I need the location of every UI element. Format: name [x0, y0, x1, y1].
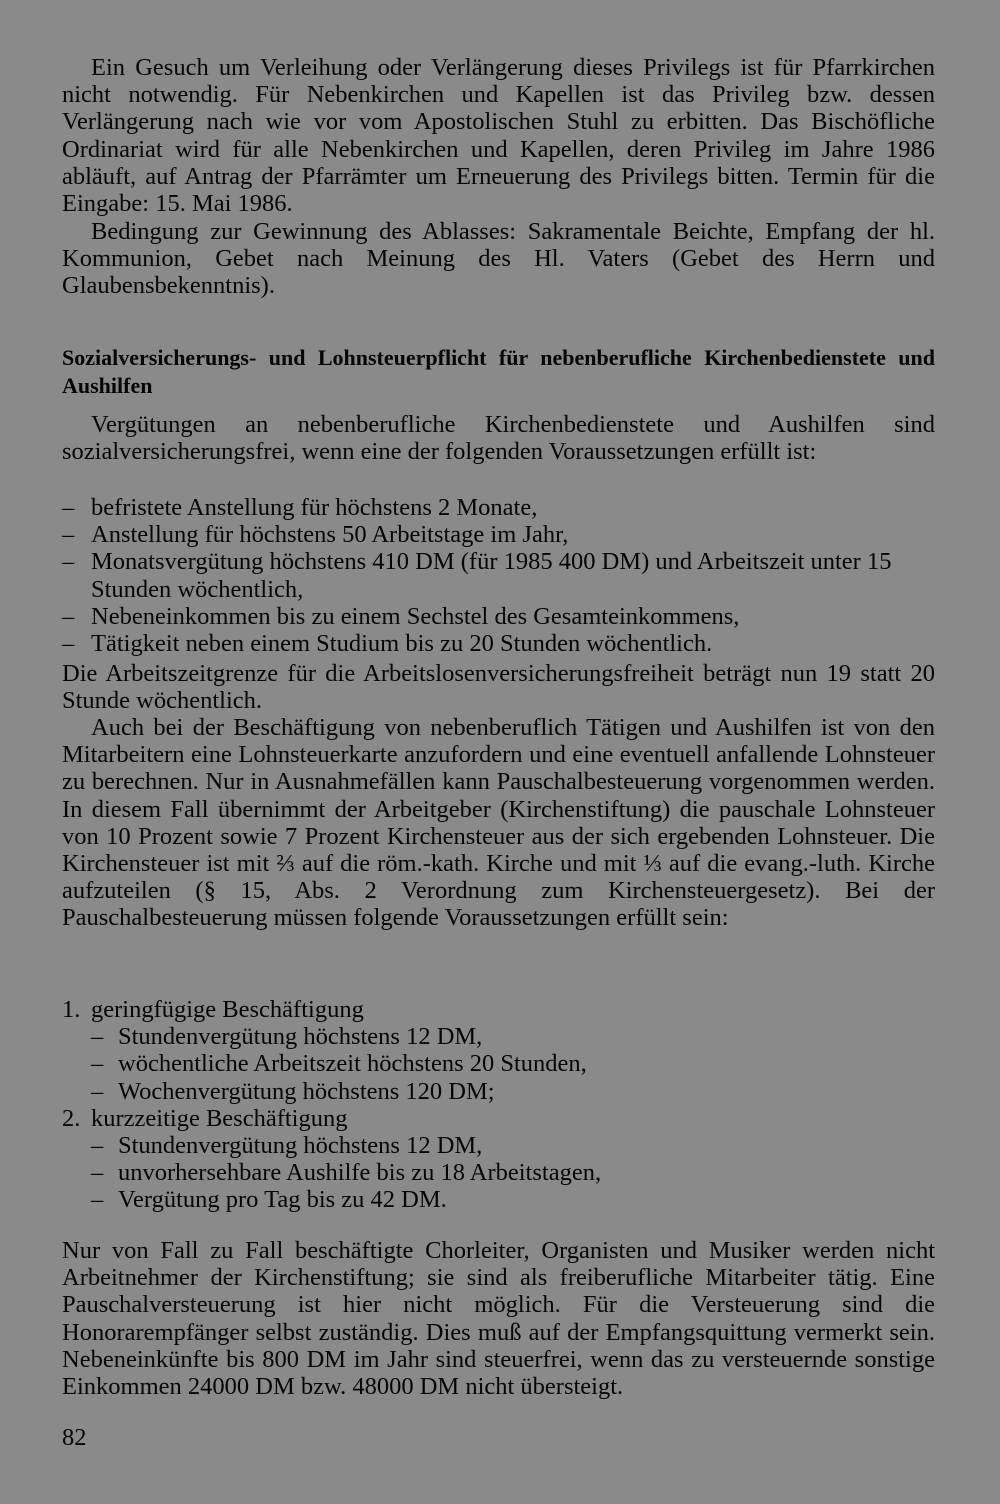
section-paragraph-wage-tax: Auch bei der Beschäftigung von nebenberuflich Tätigen und Aushilfen ist von den Mitarbeitern eine Lohnsteuerkarte anzufordern und eine eventuell anfallende Lohnsteuer zu berechnen. Nur in Ausnahmefällen kann Pauschalbesteuerung vorgenommen werden. In diesem Fall übernimmt der Arbeitgeber (Kirchenstiftung) die pauschale Lohnsteuer von 10 Prozent sowie 7 Prozent Kirchensteuer aus der sich ergebenden Lohnsteuer. Die Kirchensteuer ist mit ⅔ auf die röm.-kath. Kirche und mit ⅓ auf die evang.-luth. Kirche aufzuteilen (§ 15, Abs. 2 Verordnung zum Kirchensteuergesetz). Bei der Pauschalbesteuerung müssen folgende Voraussetzungen erfüllt sein: — [62, 714, 935, 932]
dash-marker: – — [91, 1023, 104, 1051]
sub-list — [91, 1023, 935, 1105]
list-item: – Tätigkeit neben einem Studium bis zu 20 Stunden wöchentlich. — [62, 630, 713, 658]
list-item: – unvorhersehbare Aushilfe bis zu 18 Arbeitstagen, — [91, 1159, 602, 1187]
list-item: – wöchentliche Arbeitszeit höchstens 20 Stunden, — [91, 1050, 587, 1078]
sub-list — [91, 1132, 935, 1214]
conditions-list — [62, 494, 935, 657]
dash-marker: – — [91, 1159, 104, 1187]
dash-marker: – — [62, 630, 75, 658]
list-item: – Monatsvergütung höchstens 410 DM (für 1985 400 DM) und Arbeitszeit unter 15 Stunden wöchentlich, — [62, 548, 892, 603]
enum-item-minor-employment — [62, 996, 935, 1105]
dash-marker: – — [62, 602, 75, 630]
dash-marker: – — [62, 521, 75, 549]
list-item: – Stundenvergütung höchstens 12 DM, — [91, 1023, 483, 1051]
dash-marker: – — [62, 548, 75, 576]
dash-marker: – — [91, 1186, 104, 1214]
enum-title: kurzzeitige Beschäftigung — [91, 1104, 348, 1132]
intro-paragraph-privilege: Ein Gesuch um Verleihung oder Verlängerung dieses Privilegs ist für Pfarrkirchen nicht notwendig. Für Nebenkirchen und Kapellen ist das Privileg bzw. dessen Verlängerung nach wie vor vom Apostolischen Stuhl zu erbitten. Das Bischöfliche Ordinariat wird für alle Nebenkirchen und Kapellen, deren Privileg im Jahre 1986 abläuft, auf Antrag der Pfarrämter um Erneuerung des Privilegs bitten. Termin für die Eingabe: 15. Mai 1986. — [62, 54, 935, 218]
list-item: – Nebeneinkommen bis zu einem Sechstel des Gesamteinkommens, — [62, 602, 740, 630]
section-paragraph-unemployment: Die Arbeitszeitgrenze für die Arbeitslosenversicherungsfreiheit beträgt nun 19 statt 20 Stunde wöchentlich. — [62, 660, 935, 715]
section-heading: Sozialversicherungs- und Lohnsteuerpflicht für nebenberufliche Kirchenbedienstete und Aushilfen — [62, 345, 935, 398]
enum-number: 2. — [62, 1104, 81, 1132]
enum-title: geringfügige Beschäftigung — [91, 996, 364, 1023]
list-item: – Anstellung für höchstens 50 Arbeitstage im Jahr, — [62, 521, 569, 549]
list-item: – befristete Anstellung für höchstens 2 Monate, — [62, 494, 538, 521]
dash-marker: – — [91, 1050, 104, 1078]
dash-marker: – — [91, 1077, 104, 1105]
dash-marker: – — [62, 494, 75, 521]
section-paragraph-freelancers: Nur von Fall zu Fall beschäftigte Chorleiter, Organisten und Musiker werden nicht Arbeitnehmer der Kirchenstiftung; sie sind als freiberufliche Mitarbeiter tätig. Eine Pauschalversteuerung ist hier nicht möglich. Für die Versteuerung sind die Honorarempfänger selbst zuständig. Dies muß auf der Empfangsquittung vermerkt sein. Nebeneinkünfte bis 800 DM im Jahr sind steuerfrei, wenn das zu versteuernde sonstige Einkommen 24000 DM bzw. 48000 DM nicht übersteigt. — [62, 1237, 935, 1401]
enum-item-short-term-employment — [62, 1105, 935, 1214]
section-paragraph-exemption: Vergütungen an nebenberufliche Kirchenbedienstete und Aushilfen sind sozialversicherungsfrei, wenn eine der folgenden Voraussetzungen erfüllt ist: — [62, 411, 935, 466]
list-item: – Stundenvergütung höchstens 12 DM, — [91, 1132, 483, 1160]
enum-number: 1. — [62, 996, 81, 1023]
dash-marker: – — [91, 1132, 104, 1160]
list-item: – Wochenvergütung höchstens 120 DM; — [91, 1077, 495, 1105]
list-item: – Vergütung pro Tag bis zu 42 DM. — [91, 1186, 447, 1214]
page-number: 82 — [62, 1424, 87, 1451]
intro-paragraph-indulgence: Bedingung zur Gewinnung des Ablasses: Sakramentale Beichte, Empfang der hl. Kommunion, Gebet nach Meinung des Hl. Vaters (Gebet des Herrn und Glaubensbekenntnis). — [62, 218, 935, 300]
lump-sum-requirements-list — [62, 996, 935, 1214]
